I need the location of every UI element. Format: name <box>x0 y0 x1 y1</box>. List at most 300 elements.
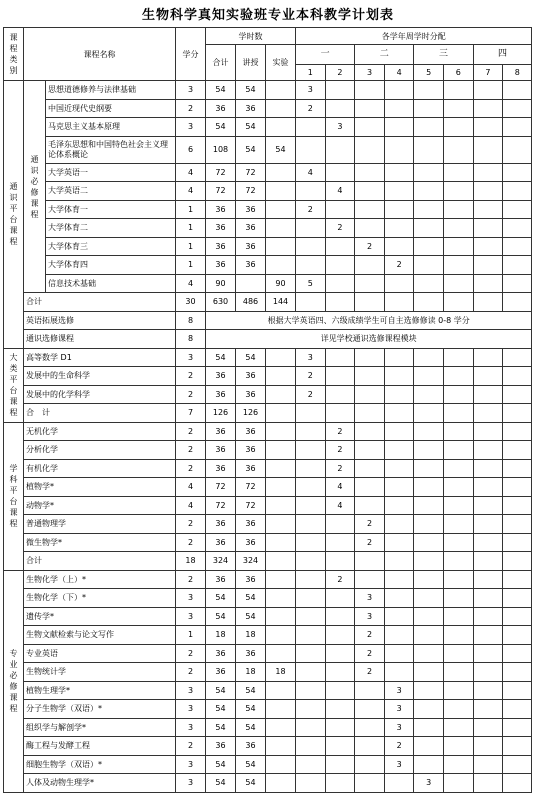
course-name: 遗传学* <box>24 607 176 626</box>
semester-hours-cell <box>503 182 532 201</box>
header-hours: 学时数 <box>206 28 296 45</box>
hours-lecture-cell: 36 <box>236 570 266 589</box>
credits-cell: 3 <box>176 700 206 719</box>
semester-hours-cell <box>503 478 532 497</box>
table-row <box>4 163 532 182</box>
hours-lab-cell <box>266 644 296 663</box>
semester-hours-cell <box>355 774 385 793</box>
semester-hours-cell <box>325 99 355 118</box>
semester-hours-cell <box>355 570 385 589</box>
hours-total-cell: 126 <box>206 404 236 423</box>
semester-hours-cell: 3 <box>355 589 385 608</box>
hours-lab-cell <box>266 367 296 386</box>
semester-hours-cell <box>503 367 532 386</box>
hours-lecture-cell: 36 <box>236 237 266 256</box>
credits-cell: 1 <box>176 237 206 256</box>
semester-hours-cell <box>473 367 503 386</box>
semester-hours-cell <box>473 237 503 256</box>
semester-hours-cell <box>414 118 444 137</box>
subtotal-label: 合 计 <box>24 404 176 423</box>
course-name: 大学体育二 <box>46 219 176 238</box>
semester-hours-cell <box>384 774 414 793</box>
hours-total-cell: 36 <box>206 385 236 404</box>
semester-hours-cell <box>444 626 474 645</box>
semester-hours-cell <box>473 515 503 534</box>
table-row <box>4 607 532 626</box>
hours-total-cell: 72 <box>206 163 236 182</box>
semester-hours-cell <box>384 459 414 478</box>
semester-hours-cell <box>503 515 532 534</box>
semester-hours-cell <box>296 626 326 645</box>
hours-total-cell: 36 <box>206 219 236 238</box>
semester-hours-cell <box>444 552 474 571</box>
header-semester-distribution: 各学年周学时分配 <box>296 28 532 45</box>
semester-hours-cell <box>355 422 385 441</box>
hours-lecture-cell: 18 <box>236 663 266 682</box>
table-row <box>4 367 532 386</box>
hours-total-cell: 36 <box>206 570 236 589</box>
hours-lab-cell <box>266 570 296 589</box>
hours-lecture-cell: 36 <box>236 367 266 386</box>
semester-hours-cell <box>325 589 355 608</box>
course-name: 普通物理学 <box>24 515 176 534</box>
header-year: 四 <box>473 45 532 65</box>
semester-hours-cell <box>296 182 326 201</box>
semester-hours-cell <box>503 533 532 552</box>
hours-total-cell: 324 <box>206 552 236 571</box>
semester-hours-cell: 2 <box>296 385 326 404</box>
course-name: 生物统计学 <box>24 663 176 682</box>
semester-hours-cell <box>473 737 503 756</box>
semester-hours-cell <box>296 118 326 137</box>
semester-hours-cell <box>503 256 532 275</box>
semester-hours-cell <box>355 256 385 275</box>
credits-cell: 2 <box>176 367 206 386</box>
semester-hours-cell <box>414 570 444 589</box>
credits-cell: 3 <box>176 607 206 626</box>
semester-hours-cell <box>355 348 385 367</box>
subcategory-label: 通识必修课程 <box>24 81 46 293</box>
semester-hours-cell <box>503 644 532 663</box>
category-label: 专业必修课程 <box>4 570 24 792</box>
semester-hours-cell: 2 <box>355 644 385 663</box>
semester-hours-cell <box>503 681 532 700</box>
header-semester: 5 <box>414 65 444 81</box>
semester-hours-cell <box>473 200 503 219</box>
credits-cell: 2 <box>176 515 206 534</box>
semester-hours-cell <box>296 737 326 756</box>
semester-hours-cell <box>355 552 385 571</box>
semester-hours-cell <box>444 367 474 386</box>
semester-hours-cell <box>444 118 474 137</box>
table-row <box>4 385 532 404</box>
semester-hours-cell <box>384 81 414 100</box>
course-name: 植物学* <box>24 478 176 497</box>
credits-cell: 3 <box>176 681 206 700</box>
hours-total-cell: 90 <box>206 274 236 293</box>
hours-lecture-cell: 54 <box>236 718 266 737</box>
semester-hours-cell <box>414 182 444 201</box>
semester-hours-cell <box>444 459 474 478</box>
semester-hours-cell <box>325 274 355 293</box>
hours-total-cell: 36 <box>206 459 236 478</box>
credits-cell: 1 <box>176 256 206 275</box>
hours-lab-cell <box>266 441 296 460</box>
semester-hours-cell: 2 <box>355 515 385 534</box>
header-semester: 1 <box>296 65 326 81</box>
hours-lecture-cell: 54 <box>236 681 266 700</box>
hours-total-cell: 36 <box>206 663 236 682</box>
hours-total-cell: 36 <box>206 200 236 219</box>
semester-hours-cell <box>325 515 355 534</box>
hours-lab-cell <box>266 404 296 423</box>
semester-hours-cell <box>503 570 532 589</box>
semester-hours-cell <box>296 219 326 238</box>
semester-hours-cell <box>325 367 355 386</box>
semester-hours-cell <box>503 136 532 163</box>
semester-hours-cell <box>473 256 503 275</box>
credits-cell: 18 <box>176 552 206 571</box>
course-name: 思想道德修养与法律基础 <box>46 81 176 100</box>
header-course-name: 课程名称 <box>24 28 176 81</box>
semester-hours-cell <box>444 700 474 719</box>
hours-total-cell: 18 <box>206 626 236 645</box>
subtotal-label: 合计 <box>24 293 176 312</box>
semester-hours-cell <box>503 774 532 793</box>
semester-hours-cell <box>355 459 385 478</box>
semester-hours-cell <box>414 256 444 275</box>
hours-lab-cell <box>266 237 296 256</box>
semester-hours-cell <box>473 626 503 645</box>
semester-hours-cell <box>325 533 355 552</box>
semester-hours-cell <box>355 496 385 515</box>
semester-hours-cell <box>355 441 385 460</box>
semester-hours-cell <box>384 496 414 515</box>
hours-lab-cell <box>266 681 296 700</box>
semester-hours-cell <box>384 441 414 460</box>
credits-cell: 2 <box>176 737 206 756</box>
header-year: 二 <box>355 45 414 65</box>
semester-hours-cell: 4 <box>325 496 355 515</box>
semester-hours-cell <box>296 718 326 737</box>
semester-hours-cell <box>384 570 414 589</box>
semester-hours-cell <box>414 644 444 663</box>
semester-hours-cell <box>384 422 414 441</box>
semester-hours-cell <box>384 626 414 645</box>
semester-hours-cell <box>503 99 532 118</box>
credits-cell: 4 <box>176 274 206 293</box>
semester-hours-cell <box>355 700 385 719</box>
header-year: 一 <box>296 45 355 65</box>
semester-hours-cell <box>503 737 532 756</box>
semester-hours-cell <box>444 478 474 497</box>
hours-lecture-cell: 54 <box>236 607 266 626</box>
semester-hours-cell <box>414 348 444 367</box>
hours-lecture-cell: 72 <box>236 163 266 182</box>
header-semester: 7 <box>473 65 503 81</box>
semester-hours-cell <box>444 515 474 534</box>
semester-hours-cell: 3 <box>325 118 355 137</box>
semester-hours-cell <box>414 700 444 719</box>
hours-lecture-cell: 54 <box>236 118 266 137</box>
semester-hours-cell <box>444 422 474 441</box>
course-name: 植物生理学* <box>24 681 176 700</box>
semester-hours-cell <box>384 404 414 423</box>
semester-hours-cell <box>384 219 414 238</box>
hours-lecture-cell: 36 <box>236 459 266 478</box>
subtotal-row <box>4 404 532 423</box>
semester-hours-cell <box>384 348 414 367</box>
course-name: 马克思主义基本原理 <box>46 118 176 137</box>
semester-hours-cell <box>325 81 355 100</box>
semester-hours-cell <box>444 385 474 404</box>
course-name: 大学英语一 <box>46 163 176 182</box>
semester-hours-cell <box>296 136 326 163</box>
hours-lab-cell <box>266 385 296 404</box>
semester-hours-cell <box>296 404 326 423</box>
hours-total-cell: 36 <box>206 644 236 663</box>
semester-hours-cell <box>355 274 385 293</box>
hours-lab-cell: 144 <box>266 293 296 312</box>
semester-hours-cell <box>414 274 444 293</box>
semester-hours-cell <box>444 663 474 682</box>
table-row <box>4 441 532 460</box>
category-label: 通识平台课程 <box>4 81 24 349</box>
elective-note: 详见学校通识选修课程模块 <box>206 330 532 349</box>
semester-hours-cell: 4 <box>325 478 355 497</box>
hours-lab-cell <box>266 533 296 552</box>
table-row <box>4 533 532 552</box>
table-row <box>4 219 532 238</box>
credits-cell: 6 <box>176 136 206 163</box>
table-row <box>4 515 532 534</box>
semester-hours-cell <box>384 478 414 497</box>
credits-cell: 1 <box>176 219 206 238</box>
header-semester: 8 <box>503 65 532 81</box>
semester-hours-cell <box>355 163 385 182</box>
course-name: 大学体育三 <box>46 237 176 256</box>
semester-hours-cell <box>473 644 503 663</box>
semester-hours-cell <box>473 348 503 367</box>
hours-lecture-cell: 324 <box>236 552 266 571</box>
semester-hours-cell <box>444 99 474 118</box>
semester-hours-cell <box>503 422 532 441</box>
semester-hours-cell: 5 <box>296 274 326 293</box>
hours-total-cell: 54 <box>206 348 236 367</box>
semester-hours-cell <box>473 607 503 626</box>
subtotal-row <box>4 552 532 571</box>
semester-hours-cell <box>384 237 414 256</box>
hours-lecture-cell <box>236 274 266 293</box>
semester-hours-cell <box>414 681 444 700</box>
credits-cell: 4 <box>176 163 206 182</box>
table-row <box>4 256 532 275</box>
semester-hours-cell <box>503 552 532 571</box>
semester-hours-cell <box>325 348 355 367</box>
course-name: 细胞生物学（双语）* <box>24 755 176 774</box>
semester-hours-cell <box>414 219 444 238</box>
hours-lab-cell <box>266 718 296 737</box>
course-name: 专业英语 <box>24 644 176 663</box>
semester-hours-cell <box>444 182 474 201</box>
semester-hours-cell: 3 <box>414 774 444 793</box>
hours-lab-cell <box>266 422 296 441</box>
semester-hours-cell: 2 <box>296 200 326 219</box>
subtotal-label: 合计 <box>24 552 176 571</box>
semester-hours-cell: 2 <box>355 533 385 552</box>
table-row <box>4 81 532 100</box>
table-row <box>4 570 532 589</box>
semester-hours-cell <box>444 293 474 312</box>
hours-lab-cell <box>266 459 296 478</box>
semester-hours-cell <box>355 293 385 312</box>
semester-hours-cell <box>384 644 414 663</box>
semester-hours-cell <box>414 200 444 219</box>
table-row <box>4 478 532 497</box>
semester-hours-cell <box>503 589 532 608</box>
semester-hours-cell <box>355 136 385 163</box>
semester-hours-cell <box>414 293 444 312</box>
hours-lab-cell <box>266 737 296 756</box>
semester-hours-cell <box>384 163 414 182</box>
credits-cell: 7 <box>176 404 206 423</box>
semester-hours-cell <box>384 118 414 137</box>
semester-hours-cell <box>444 219 474 238</box>
header-year: 三 <box>414 45 473 65</box>
semester-hours-cell <box>473 496 503 515</box>
hours-lecture-cell: 54 <box>236 348 266 367</box>
semester-hours-cell <box>503 348 532 367</box>
course-name: 微生物学* <box>24 533 176 552</box>
table-row <box>4 589 532 608</box>
hours-lecture-cell: 36 <box>236 99 266 118</box>
header-category: 课程类别 <box>4 28 24 81</box>
table-row <box>4 99 532 118</box>
semester-hours-cell <box>296 422 326 441</box>
course-name: 动物学* <box>24 496 176 515</box>
semester-hours-cell <box>296 663 326 682</box>
semester-hours-cell <box>384 607 414 626</box>
semester-hours-cell <box>444 774 474 793</box>
course-name: 分子生物学（双语）* <box>24 700 176 719</box>
hours-lecture-cell: 72 <box>236 478 266 497</box>
semester-hours-cell <box>325 626 355 645</box>
hours-total-cell: 54 <box>206 81 236 100</box>
hours-total-cell: 36 <box>206 737 236 756</box>
semester-hours-cell <box>384 274 414 293</box>
semester-hours-cell <box>444 274 474 293</box>
credits-cell: 4 <box>176 182 206 201</box>
semester-hours-cell <box>473 700 503 719</box>
semester-hours-cell <box>444 718 474 737</box>
page-title: 生物科学真知实验班专业本科教学计划表 <box>141 8 394 23</box>
course-name: 无机化学 <box>24 422 176 441</box>
table-row <box>4 136 532 163</box>
header-semester: 3 <box>355 65 385 81</box>
semester-hours-cell <box>355 99 385 118</box>
course-name: 中国近现代史纲要 <box>46 99 176 118</box>
semester-hours-cell <box>473 552 503 571</box>
semester-hours-cell <box>384 367 414 386</box>
semester-hours-cell <box>444 737 474 756</box>
semester-hours-cell <box>355 182 385 201</box>
hours-lecture-cell: 54 <box>236 589 266 608</box>
semester-hours-cell <box>325 644 355 663</box>
table-row <box>4 700 532 719</box>
course-name: 生物化学（上）* <box>24 570 176 589</box>
semester-hours-cell <box>325 200 355 219</box>
semester-hours-cell <box>503 200 532 219</box>
semester-hours-cell <box>384 385 414 404</box>
semester-hours-cell <box>444 644 474 663</box>
semester-hours-cell: 3 <box>384 755 414 774</box>
header-semester: 6 <box>444 65 474 81</box>
table-row <box>4 755 532 774</box>
semester-hours-cell <box>414 478 444 497</box>
hours-lecture-cell: 36 <box>236 385 266 404</box>
semester-hours-cell <box>296 441 326 460</box>
semester-hours-cell <box>355 367 385 386</box>
semester-hours-cell <box>473 385 503 404</box>
semester-hours-cell <box>444 755 474 774</box>
semester-hours-cell <box>473 589 503 608</box>
course-name: 酶工程与发酵工程 <box>24 737 176 756</box>
semester-hours-cell <box>296 293 326 312</box>
hours-total-cell: 54 <box>206 755 236 774</box>
semester-hours-cell <box>473 478 503 497</box>
hours-total-cell: 630 <box>206 293 236 312</box>
semester-hours-cell <box>325 718 355 737</box>
semester-hours-cell: 2 <box>325 219 355 238</box>
semester-hours-cell <box>384 182 414 201</box>
semester-hours-cell <box>384 293 414 312</box>
semester-hours-cell <box>473 774 503 793</box>
semester-hours-cell <box>414 136 444 163</box>
semester-hours-cell <box>296 478 326 497</box>
semester-hours-cell <box>414 441 444 460</box>
semester-hours-cell <box>325 681 355 700</box>
hours-lab-cell <box>266 626 296 645</box>
semester-hours-cell <box>384 589 414 608</box>
semester-hours-cell <box>503 163 532 182</box>
hours-total-cell: 72 <box>206 182 236 201</box>
course-name: 毛泽东思想和中国特色社会主义理论体系概论 <box>46 136 176 163</box>
table-row <box>4 182 532 201</box>
credits-cell: 3 <box>176 118 206 137</box>
semester-hours-cell <box>325 136 355 163</box>
semester-hours-cell <box>384 200 414 219</box>
course-name: 生物文献检索与论文写作 <box>24 626 176 645</box>
semester-hours-cell: 4 <box>296 163 326 182</box>
semester-hours-cell: 2 <box>355 626 385 645</box>
semester-hours-cell <box>296 607 326 626</box>
table-row <box>4 118 532 137</box>
semester-hours-cell <box>414 552 444 571</box>
semester-hours-cell <box>444 441 474 460</box>
credits-cell: 3 <box>176 718 206 737</box>
semester-hours-cell <box>503 496 532 515</box>
semester-hours-cell <box>444 589 474 608</box>
semester-hours-cell <box>444 607 474 626</box>
course-name: 发展中的化学科学 <box>24 385 176 404</box>
semester-hours-cell <box>444 681 474 700</box>
hours-lab-cell: 18 <box>266 663 296 682</box>
semester-hours-cell <box>503 274 532 293</box>
semester-hours-cell <box>296 552 326 571</box>
semester-hours-cell <box>444 256 474 275</box>
semester-hours-cell: 4 <box>325 182 355 201</box>
semester-hours-cell: 2 <box>296 99 326 118</box>
